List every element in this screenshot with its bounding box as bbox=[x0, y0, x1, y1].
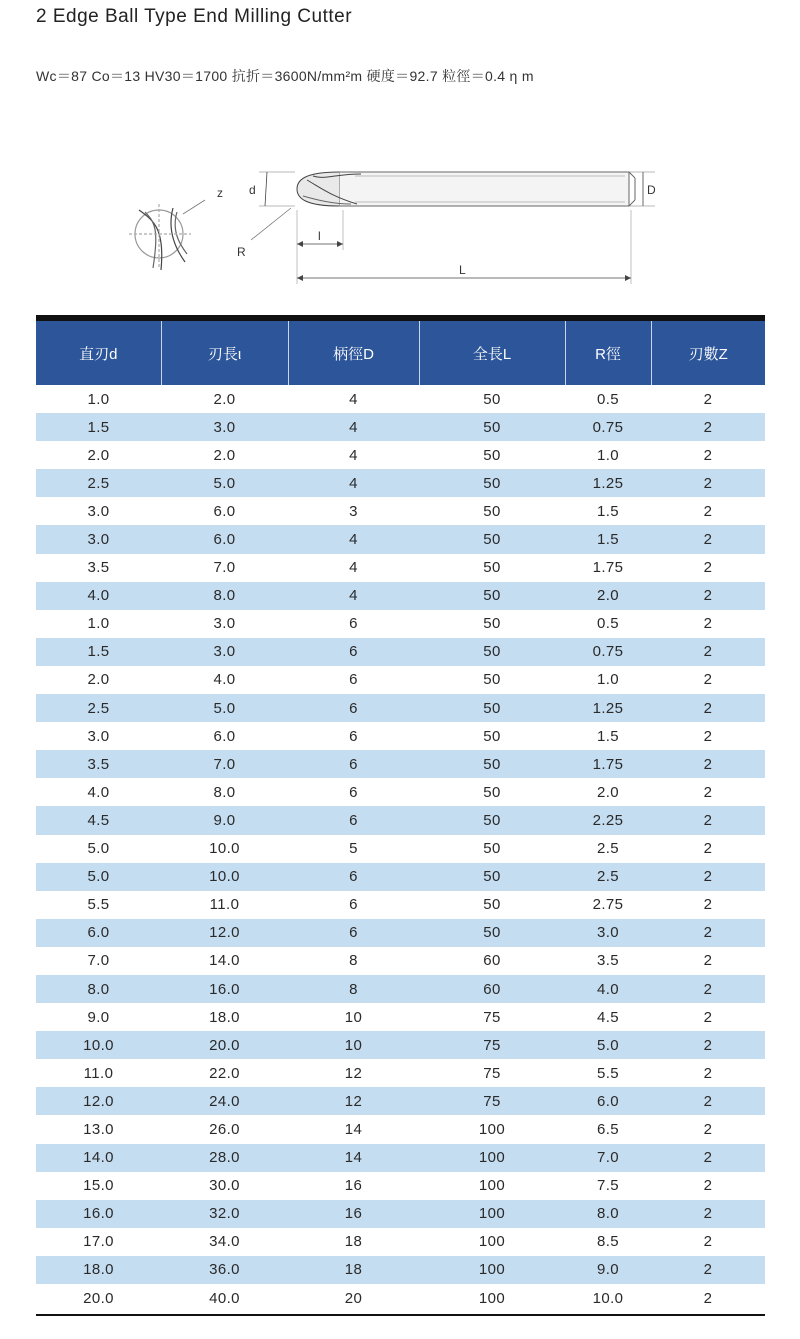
table-row bbox=[36, 638, 765, 666]
cell-cutting-diameter: 5.0 bbox=[36, 863, 161, 891]
table-row bbox=[36, 863, 765, 891]
label-z: z bbox=[217, 186, 223, 200]
cell-cutting-diameter: 4.5 bbox=[36, 806, 161, 834]
cell-flute-length: 20.0 bbox=[161, 1031, 288, 1059]
table-row bbox=[36, 666, 765, 694]
cell-cutting-diameter: 2.0 bbox=[87, 446, 110, 464]
cell-radius: 3.0 bbox=[565, 919, 651, 947]
cell-flute-length: 8.0 bbox=[213, 783, 236, 801]
table-row bbox=[36, 1172, 765, 1200]
cell-cutting-diameter: 3.0 bbox=[87, 502, 110, 520]
cell-flute-length: 5.0 bbox=[161, 469, 288, 497]
cell-flute-count: 2 bbox=[651, 694, 765, 722]
cell-shank-diameter: 6 bbox=[288, 638, 419, 666]
page-title: 2 Edge Ball Type End Milling Cutter bbox=[36, 6, 353, 27]
cell-overall-length: 50 bbox=[483, 559, 501, 577]
cell-radius: 2.5 bbox=[596, 840, 620, 858]
cell-flute-count: 2 bbox=[651, 413, 765, 441]
cell-flute-count: 2 bbox=[703, 390, 713, 408]
cell-flute-length: 40.0 bbox=[209, 1289, 240, 1307]
cell-shank-diameter: 8 bbox=[288, 975, 419, 1003]
cell-radius: 2.5 bbox=[565, 863, 651, 891]
cell-overall-length: 75 bbox=[419, 1031, 565, 1059]
cell-radius: 4.0 bbox=[565, 975, 651, 1003]
cell-flute-length: 7.0 bbox=[161, 750, 288, 778]
table-row bbox=[36, 919, 765, 947]
cell-flute-count: 2 bbox=[703, 896, 713, 914]
cell-radius: 7.5 bbox=[596, 1177, 620, 1195]
cell-shank-diameter: 4 bbox=[349, 559, 358, 577]
cell-flute-count: 2 bbox=[703, 1289, 713, 1307]
cell-flute-length: 6.0 bbox=[161, 525, 288, 553]
cell-cutting-diameter: 3.0 bbox=[87, 727, 110, 745]
cell-overall-length: 50 bbox=[419, 638, 565, 666]
table-row bbox=[36, 750, 765, 778]
cell-cutting-diameter: 4.0 bbox=[87, 783, 110, 801]
table-row bbox=[36, 1031, 765, 1059]
cell-cutting-diameter: 8.0 bbox=[36, 975, 161, 1003]
cell-shank-diameter: 6 bbox=[349, 615, 358, 633]
cell-radius: 1.75 bbox=[565, 750, 651, 778]
header-shank-diameter: 柄徑D bbox=[288, 321, 419, 385]
table-row bbox=[36, 1256, 765, 1284]
cell-overall-length: 100 bbox=[419, 1256, 565, 1284]
cell-overall-length: 50 bbox=[419, 806, 565, 834]
cell-flute-length: 22.0 bbox=[209, 1064, 240, 1082]
label-D: D bbox=[647, 183, 656, 197]
cell-cutting-diameter: 1.5 bbox=[36, 413, 161, 441]
cell-cutting-diameter: 2.5 bbox=[36, 694, 161, 722]
cell-flute-length: 2.0 bbox=[213, 390, 236, 408]
cell-radius: 1.25 bbox=[565, 469, 651, 497]
table-row bbox=[36, 1144, 765, 1172]
cell-flute-count: 2 bbox=[651, 1200, 765, 1228]
cell-overall-length: 50 bbox=[483, 446, 501, 464]
spec-table bbox=[36, 321, 765, 1312]
cell-flute-length: 10.0 bbox=[161, 863, 288, 891]
cell-flute-count: 2 bbox=[703, 615, 713, 633]
cell-flute-length: 9.0 bbox=[161, 806, 288, 834]
cell-flute-count: 2 bbox=[651, 1031, 765, 1059]
cell-cutting-diameter: 16.0 bbox=[36, 1200, 161, 1228]
table-row bbox=[36, 1003, 765, 1031]
cell-flute-length: 3.0 bbox=[161, 638, 288, 666]
table-row bbox=[36, 806, 765, 834]
cell-overall-length: 50 bbox=[483, 390, 501, 408]
bottom-rule bbox=[36, 1314, 765, 1316]
cell-cutting-diameter: 3.0 bbox=[36, 525, 161, 553]
table-row bbox=[36, 835, 765, 863]
cell-overall-length: 50 bbox=[483, 727, 501, 745]
cell-flute-count: 2 bbox=[703, 559, 713, 577]
cell-overall-length: 50 bbox=[483, 840, 501, 858]
cell-cutting-diameter: 9.0 bbox=[87, 1008, 110, 1026]
table-row bbox=[36, 497, 765, 525]
cell-radius: 3.5 bbox=[596, 952, 620, 970]
cell-cutting-diameter: 2.0 bbox=[87, 671, 110, 689]
table-row bbox=[36, 610, 765, 638]
cell-flute-length: 36.0 bbox=[161, 1256, 288, 1284]
header-flute-length: 刃長ι bbox=[161, 321, 288, 385]
cell-cutting-diameter: 18.0 bbox=[36, 1256, 161, 1284]
cell-overall-length: 100 bbox=[419, 1144, 565, 1172]
cell-cutting-diameter: 17.0 bbox=[83, 1233, 114, 1251]
cell-overall-length: 50 bbox=[483, 671, 501, 689]
cell-shank-diameter: 6 bbox=[349, 783, 358, 801]
cell-shank-diameter: 16 bbox=[344, 1177, 363, 1195]
end-view bbox=[129, 204, 191, 270]
cell-flute-count: 2 bbox=[703, 1233, 713, 1251]
header-radius: R徑 bbox=[565, 321, 651, 385]
cell-cutting-diameter: 14.0 bbox=[36, 1144, 161, 1172]
cell-flute-count: 2 bbox=[703, 727, 713, 745]
cell-flute-length: 2.0 bbox=[213, 446, 236, 464]
label-L: L bbox=[459, 263, 466, 277]
table-row bbox=[36, 441, 765, 469]
cell-overall-length: 75 bbox=[483, 1064, 501, 1082]
cell-overall-length: 50 bbox=[419, 863, 565, 891]
cell-overall-length: 50 bbox=[483, 783, 501, 801]
cell-shank-diameter: 4 bbox=[288, 413, 419, 441]
cell-radius: 4.5 bbox=[596, 1008, 620, 1026]
cell-radius: 1.0 bbox=[596, 671, 620, 689]
cell-flute-count: 2 bbox=[651, 975, 765, 1003]
table-header-row bbox=[36, 321, 765, 385]
cell-flute-count: 2 bbox=[703, 1177, 713, 1195]
cell-flute-count: 2 bbox=[651, 638, 765, 666]
header-flute-count: 刃數Z bbox=[651, 321, 765, 385]
cell-shank-diameter: 6 bbox=[288, 694, 419, 722]
cell-flute-length: 32.0 bbox=[161, 1200, 288, 1228]
cell-cutting-diameter: 3.5 bbox=[36, 750, 161, 778]
table-row bbox=[36, 1200, 765, 1228]
cell-cutting-diameter: 11.0 bbox=[83, 1064, 114, 1082]
cell-flute-length: 10.0 bbox=[209, 840, 240, 858]
table-row bbox=[36, 694, 765, 722]
cell-shank-diameter: 4 bbox=[288, 525, 419, 553]
cell-flute-count: 2 bbox=[651, 806, 765, 834]
table-row bbox=[36, 413, 765, 441]
cell-flute-count: 2 bbox=[703, 1008, 713, 1026]
cell-shank-diameter: 6 bbox=[349, 727, 358, 745]
cell-flute-count: 2 bbox=[651, 919, 765, 947]
table-row bbox=[36, 947, 765, 975]
cell-flute-count: 2 bbox=[651, 750, 765, 778]
cutter-diagram bbox=[125, 150, 685, 300]
table-row bbox=[36, 1284, 765, 1312]
cell-cutting-diameter: 1.0 bbox=[87, 615, 110, 633]
table-row bbox=[36, 778, 765, 806]
cell-flute-count: 2 bbox=[651, 582, 765, 610]
cell-flute-count: 2 bbox=[651, 1144, 765, 1172]
table-row bbox=[36, 1059, 765, 1087]
cell-overall-length: 50 bbox=[419, 582, 565, 610]
cell-cutting-diameter: 1.0 bbox=[87, 390, 110, 408]
cell-shank-diameter: 6 bbox=[349, 896, 358, 914]
cell-cutting-diameter: 6.0 bbox=[36, 919, 161, 947]
cell-flute-count: 2 bbox=[651, 1256, 765, 1284]
table-row bbox=[36, 385, 765, 413]
cell-overall-length: 100 bbox=[478, 1177, 506, 1195]
cell-flute-count: 2 bbox=[703, 671, 713, 689]
cell-flute-length: 30.0 bbox=[209, 1177, 240, 1195]
cell-overall-length: 75 bbox=[483, 1008, 501, 1026]
cell-overall-length: 50 bbox=[419, 413, 565, 441]
cell-radius: 1.0 bbox=[596, 446, 620, 464]
table-row bbox=[36, 469, 765, 497]
cell-shank-diameter: 14 bbox=[344, 1120, 363, 1138]
cell-flute-count: 2 bbox=[703, 952, 713, 970]
cell-shank-diameter: 5 bbox=[349, 840, 358, 858]
cell-flute-count: 2 bbox=[703, 783, 713, 801]
cell-radius: 1.5 bbox=[596, 727, 620, 745]
cell-shank-diameter: 4 bbox=[349, 446, 358, 464]
side-view bbox=[297, 172, 635, 206]
cell-radius: 8.5 bbox=[596, 1233, 620, 1251]
cell-flute-count: 2 bbox=[651, 469, 765, 497]
cell-shank-diameter: 12 bbox=[288, 1087, 419, 1115]
cell-radius: 7.0 bbox=[565, 1144, 651, 1172]
cell-overall-length: 50 bbox=[419, 750, 565, 778]
cell-overall-length: 50 bbox=[483, 896, 501, 914]
cell-shank-diameter: 4 bbox=[349, 390, 358, 408]
header-overall-length: 全長L bbox=[419, 321, 565, 385]
cell-radius: 6.5 bbox=[596, 1120, 620, 1138]
cell-shank-diameter: 6 bbox=[288, 919, 419, 947]
cell-radius: 6.0 bbox=[565, 1087, 651, 1115]
cell-flute-count: 2 bbox=[651, 525, 765, 553]
cell-overall-length: 60 bbox=[483, 952, 501, 970]
cell-cutting-diameter: 10.0 bbox=[36, 1031, 161, 1059]
cell-shank-diameter: 10 bbox=[344, 1008, 363, 1026]
cell-radius: 1.5 bbox=[565, 525, 651, 553]
cell-cutting-diameter: 7.0 bbox=[87, 952, 110, 970]
cell-shank-diameter: 6 bbox=[288, 863, 419, 891]
label-d: d bbox=[249, 183, 256, 197]
cell-radius: 0.5 bbox=[596, 615, 620, 633]
cell-cutting-diameter: 20.0 bbox=[83, 1289, 114, 1307]
table-row bbox=[36, 891, 765, 919]
cell-overall-length: 50 bbox=[483, 502, 501, 520]
cell-shank-diameter: 18 bbox=[344, 1233, 363, 1251]
cell-flute-length: 16.0 bbox=[161, 975, 288, 1003]
cell-radius: 2.0 bbox=[596, 783, 620, 801]
cell-flute-length: 4.0 bbox=[213, 671, 236, 689]
cell-radius: 10.0 bbox=[592, 1289, 624, 1307]
label-l: l bbox=[318, 229, 321, 243]
cell-flute-length: 5.0 bbox=[161, 694, 288, 722]
cell-overall-length: 100 bbox=[419, 1200, 565, 1228]
cell-radius: 2.0 bbox=[565, 582, 651, 610]
table-row bbox=[36, 722, 765, 750]
table-row bbox=[36, 554, 765, 582]
cell-flute-count: 2 bbox=[703, 446, 713, 464]
cell-shank-diameter: 16 bbox=[288, 1200, 419, 1228]
cell-shank-diameter: 12 bbox=[344, 1064, 363, 1082]
cell-flute-length: 14.0 bbox=[209, 952, 240, 970]
cell-shank-diameter: 18 bbox=[288, 1256, 419, 1284]
cell-radius: 1.5 bbox=[596, 502, 620, 520]
cell-shank-diameter: 3 bbox=[349, 502, 358, 520]
cell-flute-length: 28.0 bbox=[161, 1144, 288, 1172]
cell-overall-length: 100 bbox=[478, 1289, 506, 1307]
cell-overall-length: 50 bbox=[419, 469, 565, 497]
cell-flute-length: 26.0 bbox=[209, 1120, 240, 1138]
cell-radius: 1.75 bbox=[592, 559, 624, 577]
cell-radius: 2.75 bbox=[592, 896, 624, 914]
cell-flute-length: 11.0 bbox=[209, 896, 240, 914]
cell-flute-count: 2 bbox=[651, 863, 765, 891]
cell-flute-count: 2 bbox=[703, 840, 713, 858]
cutter-drawing bbox=[125, 150, 685, 300]
cell-flute-count: 2 bbox=[703, 1064, 713, 1082]
cell-cutting-diameter: 4.0 bbox=[36, 582, 161, 610]
cell-flute-length: 6.0 bbox=[213, 727, 236, 745]
cell-radius: 5.0 bbox=[565, 1031, 651, 1059]
table-row bbox=[36, 1087, 765, 1115]
cell-radius: 0.75 bbox=[565, 638, 651, 666]
material-specs: Wc＝87 Co＝13 HV30＝1700 抗折＝3600N/mm²m 硬度＝92.7 粒徑＝0.4 η m bbox=[36, 68, 534, 84]
cell-cutting-diameter: 12.0 bbox=[36, 1087, 161, 1115]
cell-shank-diameter: 4 bbox=[288, 582, 419, 610]
cell-shank-diameter: 6 bbox=[349, 671, 358, 689]
cell-shank-diameter: 6 bbox=[288, 806, 419, 834]
table-body bbox=[36, 385, 765, 1312]
table-row bbox=[36, 1228, 765, 1256]
cell-radius: 0.5 bbox=[596, 390, 620, 408]
cell-flute-length: 24.0 bbox=[161, 1087, 288, 1115]
cell-overall-length: 50 bbox=[419, 525, 565, 553]
cell-radius: 8.0 bbox=[565, 1200, 651, 1228]
cell-overall-length: 60 bbox=[419, 975, 565, 1003]
header-cutting-diameter: 直刃d bbox=[36, 321, 161, 385]
cell-shank-diameter: 14 bbox=[288, 1144, 419, 1172]
cell-flute-count: 2 bbox=[703, 502, 713, 520]
cell-flute-length: 8.0 bbox=[161, 582, 288, 610]
cell-shank-diameter: 20 bbox=[344, 1289, 363, 1307]
cell-radius: 9.0 bbox=[565, 1256, 651, 1284]
cell-flute-length: 12.0 bbox=[161, 919, 288, 947]
cell-radius: 0.75 bbox=[565, 413, 651, 441]
cell-cutting-diameter: 3.5 bbox=[87, 559, 110, 577]
cell-flute-length: 3.0 bbox=[213, 615, 236, 633]
cell-overall-length: 50 bbox=[483, 615, 501, 633]
table-row bbox=[36, 525, 765, 553]
cell-cutting-diameter: 5.0 bbox=[87, 840, 110, 858]
cell-radius: 1.25 bbox=[565, 694, 651, 722]
cell-flute-length: 34.0 bbox=[209, 1233, 240, 1251]
cell-flute-length: 6.0 bbox=[213, 502, 236, 520]
table-row bbox=[36, 582, 765, 610]
cell-overall-length: 50 bbox=[419, 919, 565, 947]
cell-shank-diameter: 8 bbox=[349, 952, 358, 970]
cell-flute-length: 18.0 bbox=[209, 1008, 240, 1026]
cell-cutting-diameter: 2.5 bbox=[36, 469, 161, 497]
cell-flute-length: 7.0 bbox=[213, 559, 236, 577]
label-R: R bbox=[237, 245, 246, 259]
table-row bbox=[36, 975, 765, 1003]
table-row bbox=[36, 1115, 765, 1143]
cell-cutting-diameter: 13.0 bbox=[83, 1120, 114, 1138]
cell-flute-count: 2 bbox=[651, 1087, 765, 1115]
cell-shank-diameter: 10 bbox=[288, 1031, 419, 1059]
cell-shank-diameter: 4 bbox=[288, 469, 419, 497]
cell-overall-length: 50 bbox=[419, 694, 565, 722]
spec-table-wrapper bbox=[36, 315, 765, 1316]
cell-radius: 2.25 bbox=[565, 806, 651, 834]
cell-overall-length: 100 bbox=[478, 1233, 506, 1251]
cell-flute-length: 3.0 bbox=[161, 413, 288, 441]
cell-radius: 5.5 bbox=[596, 1064, 620, 1082]
cell-overall-length: 75 bbox=[419, 1087, 565, 1115]
cell-shank-diameter: 6 bbox=[288, 750, 419, 778]
cell-overall-length: 100 bbox=[478, 1120, 506, 1138]
cell-cutting-diameter: 5.5 bbox=[87, 896, 110, 914]
cell-cutting-diameter: 1.5 bbox=[36, 638, 161, 666]
cell-flute-count: 2 bbox=[703, 1120, 713, 1138]
cell-cutting-diameter: 15.0 bbox=[83, 1177, 114, 1195]
